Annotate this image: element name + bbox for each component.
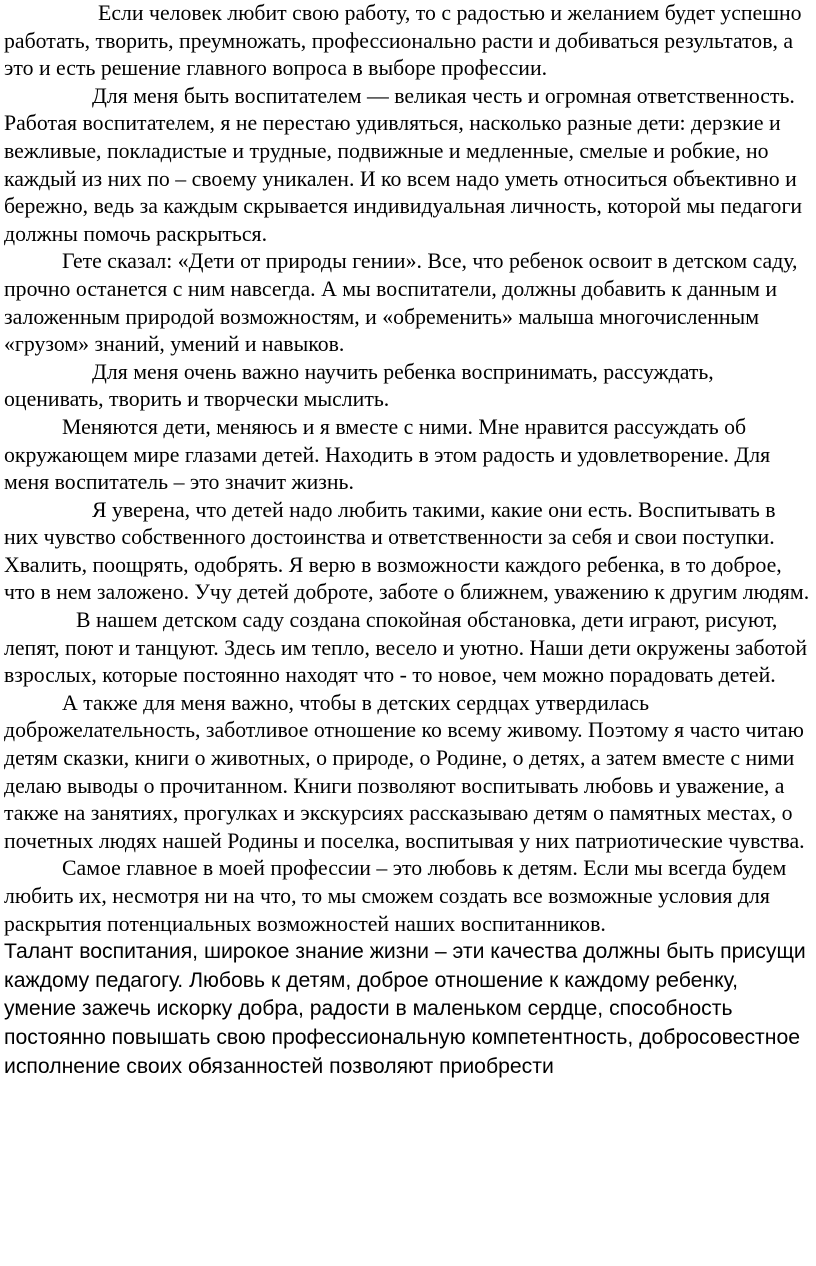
paragraph-5: Меняются дети, меняюсь и я вместе с ними. Мне нравится рассуждать об окружающем мире глазами детей. Находить в этом радость и удовлетворение. Для меня воспитатель – это значит жизнь. xyxy=(4,414,771,495)
paragraph-2: Для меня быть воспитателем — великая честь и огромная ответственность. Работая воспитателем, я не перестаю удивляться, насколько разные дети: дерзкие и вежливые, покладистые и трудные, подвижные и медленные, смелые и робкие, но каждый из них по – своему уникален. И ко всем надо уметь относиться объективно и бережно, ведь за каждым скрывается индивидуальная личность, которой мы педагоги должны помочь раскрыться. xyxy=(4,83,803,246)
document-page xyxy=(4,0,810,1081)
paragraph-9: Самое главное в моей профессии – это любовь к детям. Если мы всегда будем любить их, несмотря ни на что, то мы сможем создать все возможные условия для раскрытия потенциальных возможностей наших воспитанников. xyxy=(4,856,787,936)
paragraph-8: А также для меня важно, чтобы в детских сердцах утвердилась доброжелательность, заботливое отношение ко всему живому. Поэтому я часто читаю детям сказки, книги о животных, о природе, о Родине, о детях, а затем вместе с ними делаю выводы о прочитанном. Книги позволяют воспитывать любовь и уважение, а также на занятиях, прогулках и экскурсиях рассказываю детям о памятных местах, о почетных людях нашей Родины и поселка, воспитывая у них патриотические чувства. xyxy=(4,690,805,853)
paragraph-3: Гете сказал: «Дети от природы гении». Все, что ребенок освоит в детском саду, прочно останется с ним навсегда. А мы воспитатели, должны добавить к данным и заложенным природой возможностям, и «обременить» малыша многочисленным «грузом» знаний, умений и навыков. xyxy=(4,249,798,357)
paragraph-10: Талант воспитания, широкое знание жизни – эти качества должны быть присущи каждому педагогу. Любовь к детям, доброе отношение к каждому ребенку, умение зажечь искорку добра, радости в маленьком сердце, способность постоянно повышать свою профессиональную компетентность, добросовестное исполнение своих обязанностей позволяют приобрести xyxy=(4,940,806,1078)
paragraph-6: Я уверена, что детей надо любить такими, какие они есть. Воспитывать в них чувство собственного достоинства и ответственности за себя и свои поступки. Хвалить, поощрять, одобрять. Я верю в возможности каждого ребенка, в то доброе, что в нем заложено. Учу детей доброте, заботе о ближнем, уважению к другим людям. xyxy=(4,497,810,605)
paragraph-1: Если человек любит свою работу, то с радостью и желанием будет успешно работать, творить, преумножать, профессионально расти и добиваться результатов, а это и есть решение главного вопроса в выборе профессии. xyxy=(4,1,802,81)
paragraph-4: Для меня очень важно научить ребенка воспринимать, рассуждать, оценивать, творить и творчески мыслить. xyxy=(4,359,714,412)
paragraph-7: В нашем детском саду создана спокойная обстановка, дети играют, рисуют, лепят, поют и танцуют. Здесь им тепло, весело и уютно. Наши дети окружены заботой взрослых, которые постоянно находят что - то новое, чем можно порадовать детей. xyxy=(4,608,807,688)
